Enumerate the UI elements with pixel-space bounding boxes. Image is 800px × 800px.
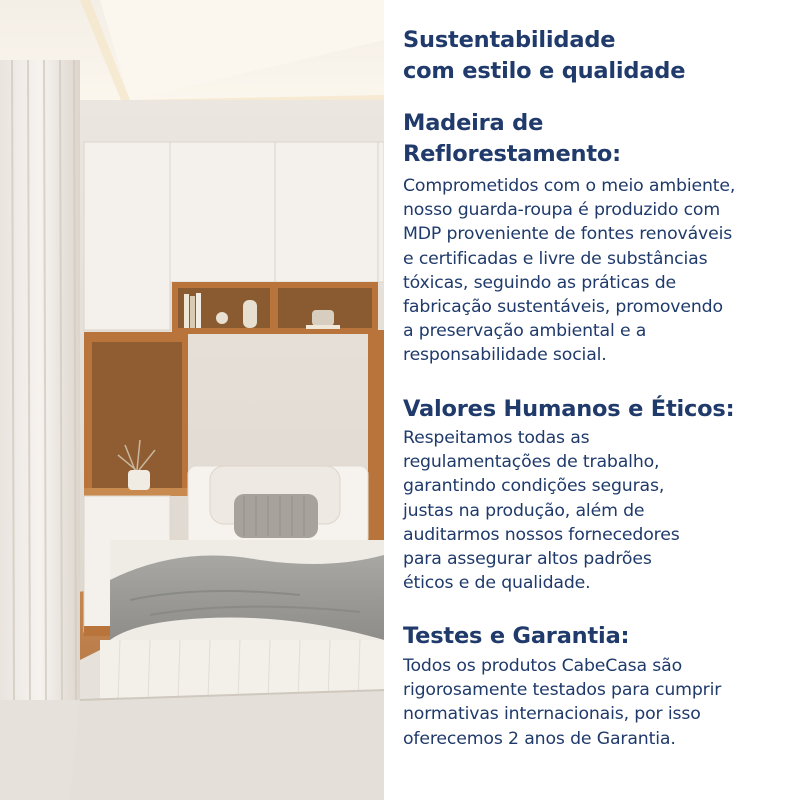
body-line: nosso guarda-roupa é produzido com xyxy=(403,200,721,221)
section-body-valores xyxy=(403,426,680,595)
section-title-madeira xyxy=(403,108,621,170)
body-line: para assegurar altos padrões xyxy=(403,549,652,570)
body-line: Comprometidos com o meio ambiente, xyxy=(403,176,736,196)
section-body-testes xyxy=(403,654,721,751)
body-line: oferecemos 2 anos de Garantia. xyxy=(403,728,676,749)
body-line: normativas internacionais, por isso xyxy=(403,704,701,725)
section-title-line: Madeira de xyxy=(403,110,544,136)
body-line: Respeitamos todas as xyxy=(403,428,590,448)
body-line: garantindo condições seguras, xyxy=(403,476,665,497)
body-line: regulamentações de trabalho, xyxy=(403,452,660,473)
text-panel xyxy=(384,0,800,800)
body-line: tóxicas, seguindo as práticas de xyxy=(403,272,676,293)
body-line: auditarmos nossos fornecedores xyxy=(403,524,680,545)
section-title-testes xyxy=(403,621,629,652)
body-line: éticos e de qualidade. xyxy=(403,573,591,594)
main-heading-line: Sustentabilidade xyxy=(403,27,616,53)
section-body-madeira xyxy=(403,174,735,368)
body-line: justas na produção, além de xyxy=(403,500,645,521)
bedroom-illustration xyxy=(0,0,384,800)
section-title-line: Testes e Garantia: xyxy=(403,623,630,649)
section-title-valores xyxy=(403,394,734,425)
body-line: e certificadas e livre de substâncias xyxy=(403,248,708,269)
body-line: MDP proveniente de fontes renováveis xyxy=(403,224,733,245)
body-line: a preservação ambiental e a xyxy=(403,321,647,342)
section-title-line: Valores Humanos e Éticos: xyxy=(403,396,735,422)
body-line: fabricação sustentáveis, promovendo xyxy=(403,297,723,318)
body-line: rigorosamente testados para cumprir xyxy=(403,680,722,701)
body-line: responsabilidade social. xyxy=(403,345,607,366)
body-line: Todos os produtos CabeCasa são xyxy=(403,656,683,676)
bedroom-photo xyxy=(0,0,384,800)
main-heading-line: com estilo e qualidade xyxy=(403,58,686,84)
main-heading xyxy=(403,25,685,87)
section-title-line: Reflorestamento: xyxy=(403,141,621,167)
